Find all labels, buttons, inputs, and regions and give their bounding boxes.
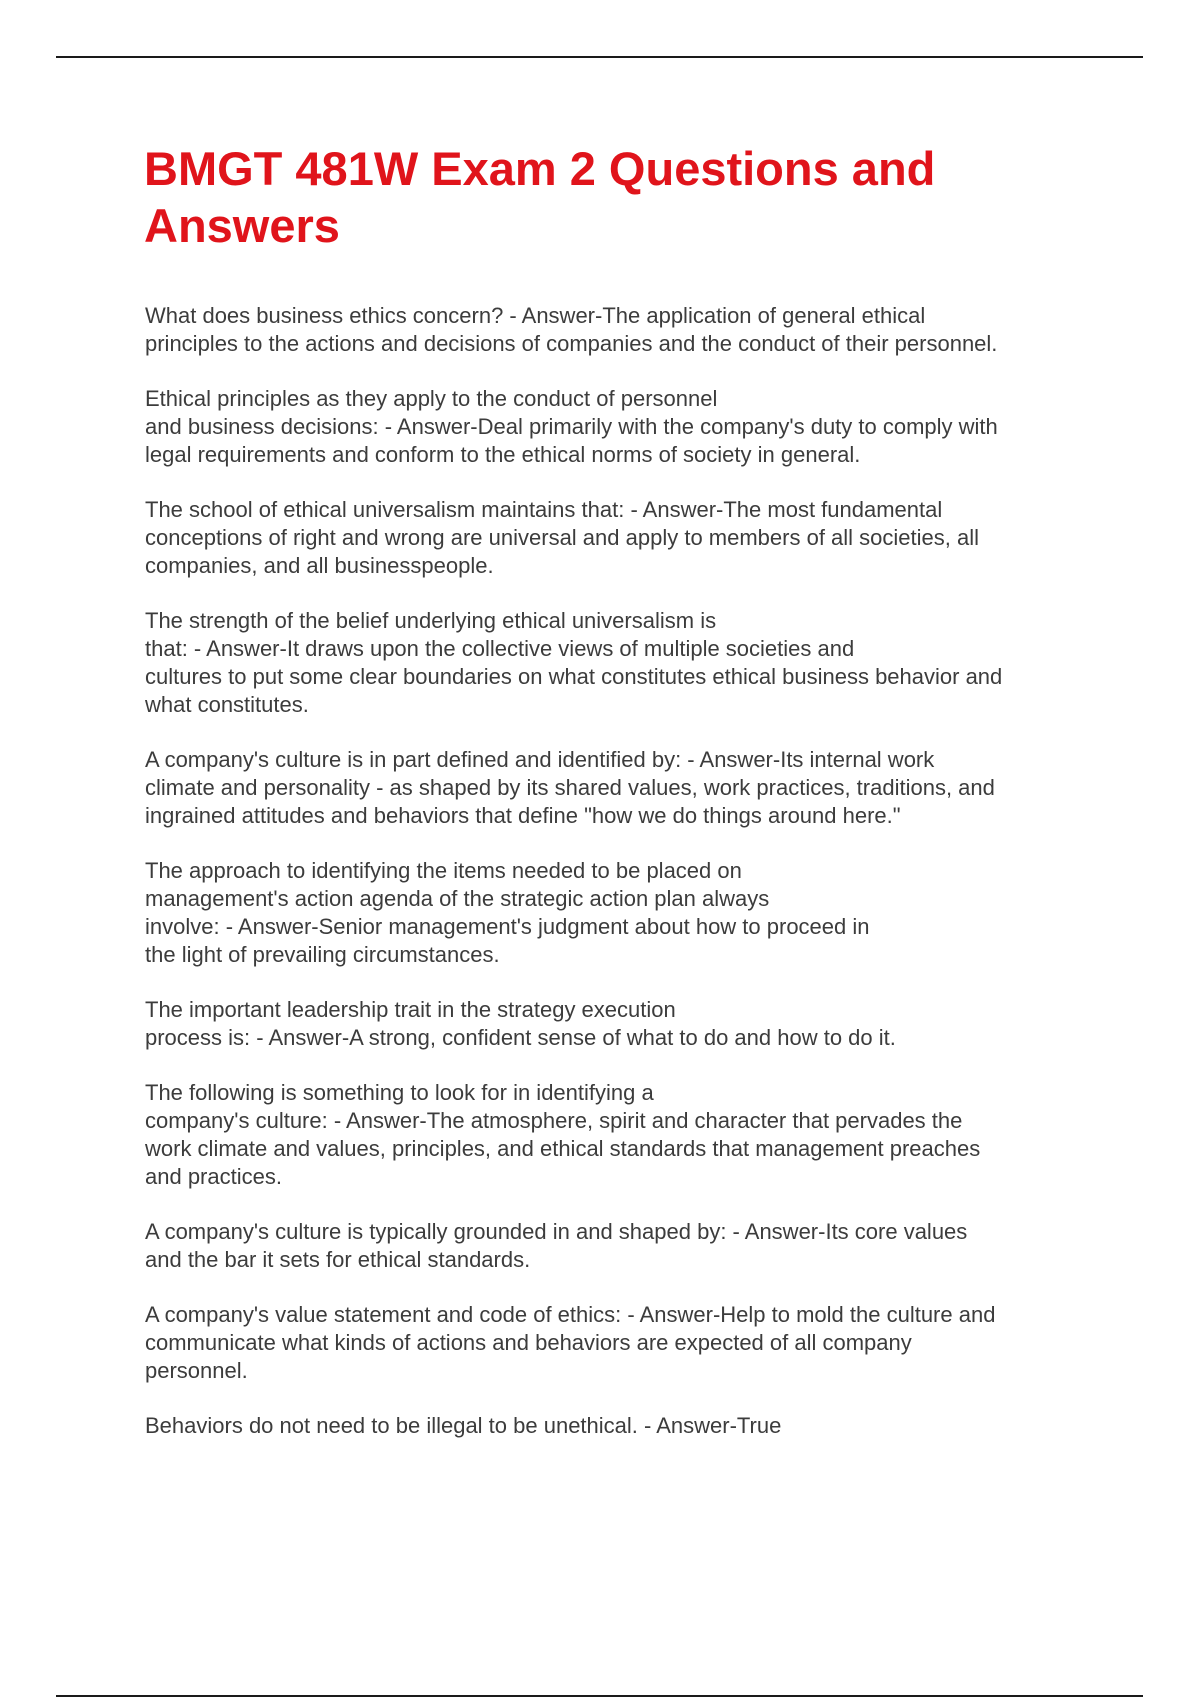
qa-item-line: involve: - Answer-Senior management's judgment about how to proceed in	[145, 914, 870, 939]
qa-item	[145, 1412, 1095, 1440]
qa-item-line: and business decisions: - Answer-Deal primarily with the company's duty to comply with	[145, 414, 998, 439]
qa-item-line: A company's culture is typically grounded in and shaped by: - Answer-Its core values	[145, 1219, 968, 1244]
qa-item-line: A company's value statement and code of ethics: - Answer-Help to mold the culture and	[145, 1302, 996, 1327]
qa-item-line: and the bar it sets for ethical standards.	[145, 1247, 531, 1272]
top-rule	[56, 56, 1143, 58]
qa-item-line: company's culture: - Answer-The atmosphere, spirit and character that pervades the	[145, 1108, 963, 1133]
qa-item-line: climate and personality - as shaped by its shared values, work practices, traditions, and	[145, 775, 995, 800]
qa-item	[145, 385, 1095, 469]
qa-item	[145, 607, 1095, 719]
qa-item-line: personnel.	[145, 1358, 248, 1383]
qa-item-line: companies, and all businesspeople.	[145, 553, 494, 578]
qa-item-line: conceptions of right and wrong are universal and apply to members of all societies, all	[145, 525, 980, 550]
qa-item-line: The school of ethical universalism maintains that: - Answer-The most fundamental	[145, 497, 943, 522]
qa-item-line: work climate and values, principles, and ethical standards that management preaches	[145, 1136, 981, 1161]
bottom-rule	[56, 1695, 1143, 1697]
qa-item-line: communicate what kinds of actions and behaviors are expected of all company	[145, 1330, 912, 1355]
qa-item-line: process is: - Answer-A strong, confident sense of what to do and how to do it.	[145, 1025, 896, 1050]
qa-item-line: The important leadership trait in the strategy execution	[145, 997, 676, 1022]
qa-item-line: ingrained attitudes and behaviors that define "how we do things around here."	[145, 803, 901, 828]
qa-item	[145, 1301, 1095, 1385]
qa-list	[145, 302, 1095, 1467]
qa-item-line: management's action agenda of the strategic action plan always	[145, 886, 770, 911]
qa-item-line: the light of prevailing circumstances.	[145, 942, 500, 967]
qa-item-line: cultures to put some clear boundaries on what constitutes ethical business behavior and	[145, 664, 1003, 689]
qa-item-line: The approach to identifying the items needed to be placed on	[145, 858, 742, 883]
qa-item-line: What does business ethics concern? - Answer-The application of general ethical	[145, 303, 926, 328]
qa-item-line: principles to the actions and decisions of companies and the conduct of their personnel.	[145, 331, 998, 356]
qa-item	[145, 1079, 1095, 1191]
qa-item-line: A company's culture is in part defined and identified by: - Answer-Its internal work	[145, 747, 935, 772]
qa-item	[145, 996, 1095, 1052]
qa-item	[145, 857, 1095, 969]
qa-item-line: and practices.	[145, 1164, 282, 1189]
qa-item-line: Behaviors do not need to be illegal to be unethical. - Answer-True	[145, 1413, 782, 1438]
document-title-line: BMGT 481W Exam 2 Questions and	[144, 142, 936, 195]
qa-item-line: that: - Answer-It draws upon the collective views of multiple societies and	[145, 636, 855, 661]
qa-item-line: The strength of the belief underlying ethical universalism is	[145, 608, 717, 633]
qa-item	[145, 302, 1095, 358]
qa-item-line: Ethical principles as they apply to the conduct of personnel	[145, 386, 718, 411]
qa-item	[145, 1218, 1095, 1274]
qa-item-line: legal requirements and conform to the ethical norms of society in general.	[145, 442, 861, 467]
qa-item-line: The following is something to look for in identifying a	[145, 1080, 654, 1105]
qa-item	[145, 746, 1095, 830]
document-title	[144, 140, 1024, 254]
qa-item-line: what constitutes.	[145, 692, 309, 717]
qa-item	[145, 496, 1095, 580]
document-title-line: Answers	[144, 199, 340, 252]
